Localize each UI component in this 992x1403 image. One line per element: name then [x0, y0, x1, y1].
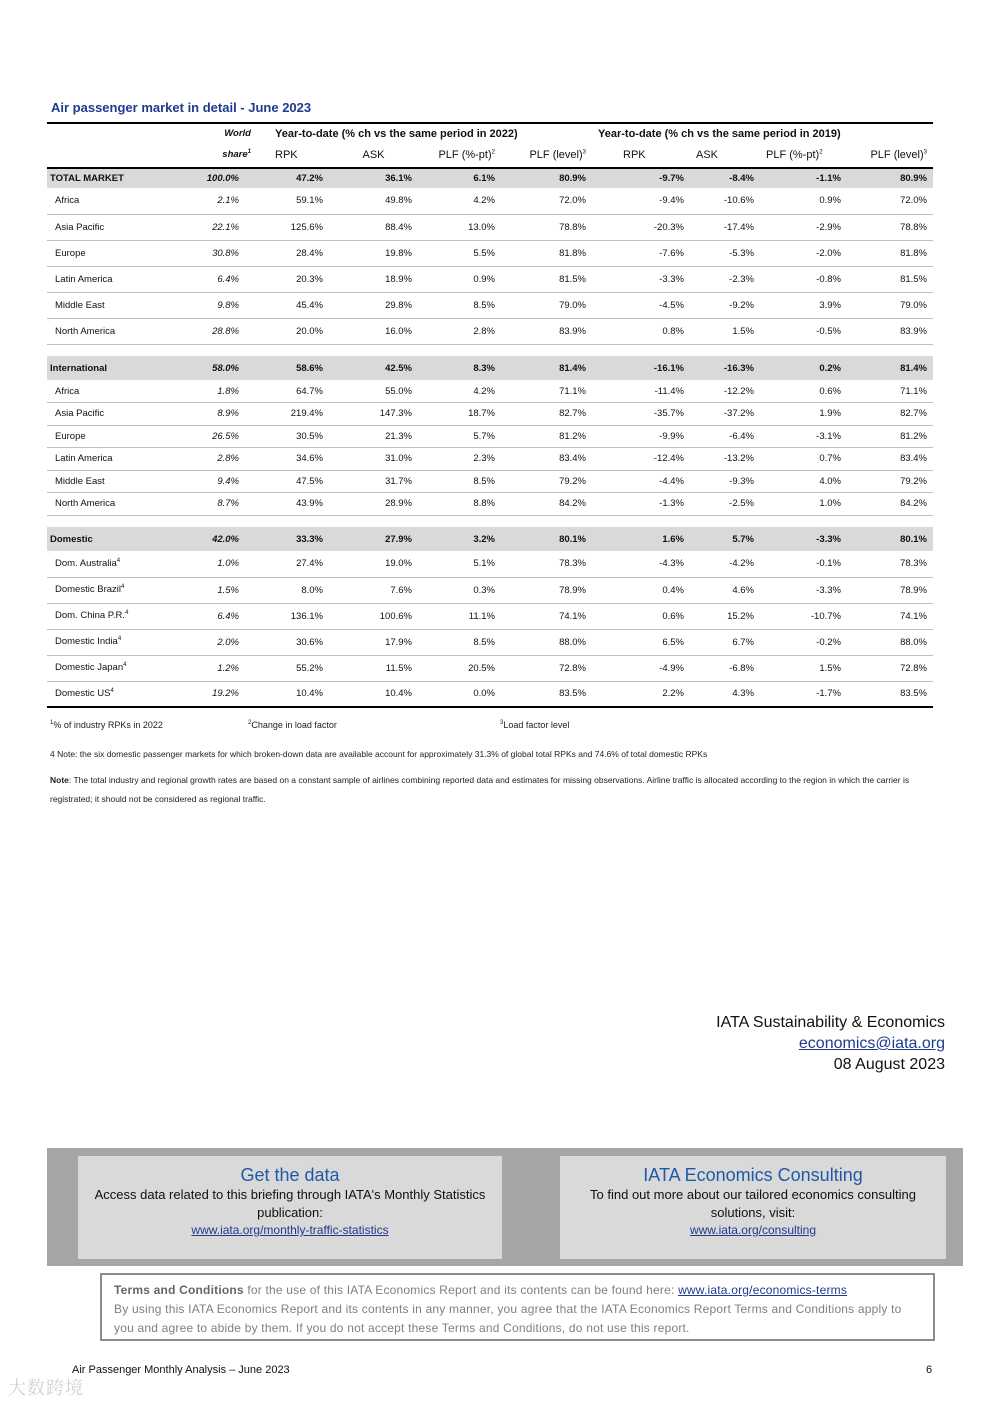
world-share: 2.0%: [165, 629, 269, 655]
region-name: Europe: [47, 240, 165, 266]
value-cell: 58.6%: [269, 356, 329, 380]
get-the-data-title: Get the data: [240, 1165, 340, 1185]
value-cell: -0.5%: [760, 318, 847, 344]
value-cell: 19.8%: [329, 240, 418, 266]
value-cell: 84.2%: [501, 493, 592, 516]
value-cell: 0.9%: [418, 266, 501, 292]
plf-pt-header-2022: PLF $(\%-pt)^2$: [418, 143, 501, 168]
value-cell: 81.8%: [501, 240, 592, 266]
header-row-2: [47, 143, 933, 168]
region-name: International: [47, 356, 165, 380]
region-name: Domestic $US^4$: [47, 681, 165, 707]
region-name: Middle East: [47, 292, 165, 318]
value-cell: -6.8%: [690, 655, 760, 681]
world-header: World: [165, 123, 269, 143]
value-cell: 0.6%: [592, 603, 690, 629]
value-cell: 18.9%: [329, 266, 418, 292]
region-name: North America: [47, 318, 165, 344]
value-cell: 80.1%: [847, 527, 933, 551]
spacer-cell: [47, 344, 933, 356]
value-cell: 0.2%: [760, 356, 847, 380]
value-cell: 83.5%: [501, 681, 592, 707]
region-name: Asia Pacific: [47, 403, 165, 426]
world-share: 22.1%: [165, 214, 269, 240]
value-cell: 1.5%: [760, 655, 847, 681]
value-cell: 4.6%: [690, 577, 760, 603]
spacer-row: [47, 344, 933, 356]
value-cell: 79.2%: [501, 470, 592, 493]
watermark-logo: 大数跨境: [8, 1378, 84, 1398]
world-share: 8.7%: [165, 493, 269, 516]
value-cell: 34.6%: [269, 448, 329, 471]
world-share: 9.8%: [165, 292, 269, 318]
world-share: 6.4%: [165, 603, 269, 629]
value-cell: 43.9%: [269, 493, 329, 516]
consulting-link[interactable]: www.iata.org/consulting: [689, 1223, 817, 1237]
spacer-row: [47, 515, 933, 527]
world-share: 1.0%: [165, 551, 269, 577]
footnote-2: $^2$Change in load factor: [248, 720, 337, 730]
value-cell: -1.1%: [760, 168, 847, 188]
region-name: Middle East: [47, 470, 165, 493]
world-share: 26.5%: [165, 425, 269, 448]
rpk-header-2022: RPK: [269, 143, 329, 168]
value-cell: 81.4%: [847, 356, 933, 380]
table-row: [47, 470, 933, 493]
value-cell: -37.2%: [690, 403, 760, 426]
value-cell: 47.5%: [269, 470, 329, 493]
rpk-header-2019: RPK: [592, 143, 690, 168]
value-cell: 2.3%: [418, 448, 501, 471]
value-cell: 88.0%: [847, 629, 933, 655]
value-cell: 5.7%: [418, 425, 501, 448]
value-cell: -2.0%: [760, 240, 847, 266]
table-row: [47, 318, 933, 344]
table-row: [47, 655, 933, 681]
value-cell: -12.4%: [592, 448, 690, 471]
value-cell: 4.2%: [418, 380, 501, 403]
value-cell: -12.2%: [690, 380, 760, 403]
value-cell: 78.9%: [501, 577, 592, 603]
value-cell: 5.5%: [418, 240, 501, 266]
world-share: 30.8%: [165, 240, 269, 266]
consulting-text: To find out more about our tailored economics consulting solutions, visit:: [590, 1187, 916, 1220]
value-cell: 79.0%: [847, 292, 933, 318]
value-cell: -16.3%: [690, 356, 760, 380]
value-cell: 72.0%: [847, 188, 933, 214]
footnote-3: $^3$Load factor level: [500, 720, 570, 730]
email-link[interactable]: economics@iata.org: [798, 1035, 945, 1052]
value-cell: 59.1%: [269, 188, 329, 214]
value-cell: -9.4%: [592, 188, 690, 214]
value-cell: -9.3%: [690, 470, 760, 493]
value-cell: 74.1%: [847, 603, 933, 629]
value-cell: -6.4%: [690, 425, 760, 448]
world-share: 1.2%: [165, 655, 269, 681]
value-cell: 0.8%: [592, 318, 690, 344]
value-cell: 4.2%: [418, 188, 501, 214]
value-cell: 31.7%: [329, 470, 418, 493]
value-cell: 28.4%: [269, 240, 329, 266]
value-cell: 15.2%: [690, 603, 760, 629]
value-cell: 0.4%: [592, 577, 690, 603]
signature-block: [716, 1012, 945, 1075]
value-cell: 21.3%: [329, 425, 418, 448]
value-cell: -0.2%: [760, 629, 847, 655]
value-cell: 80.9%: [847, 168, 933, 188]
value-cell: 0.9%: [760, 188, 847, 214]
passenger-market-table: [47, 122, 933, 708]
value-cell: 20.0%: [269, 318, 329, 344]
world-share: 8.9%: [165, 403, 269, 426]
table-row: [47, 240, 933, 266]
value-cell: 33.3%: [269, 527, 329, 551]
value-cell: 81.8%: [847, 240, 933, 266]
terms-body: By using this IATA Economics Report and its contents in any manner, you agree that the IATA Economics Report Terms and Conditions apply to you and agree to abide by them. If you do not accept these Terms and Conditions, do not use this report.: [114, 1302, 902, 1335]
value-cell: -7.6%: [592, 240, 690, 266]
value-cell: -16.1%: [592, 356, 690, 380]
value-cell: 64.7%: [269, 380, 329, 403]
share-header: share$^1$: [165, 143, 269, 168]
world-share: 1.8%: [165, 380, 269, 403]
world-share: 2.8%: [165, 448, 269, 471]
region-name: Domestic Brazil$^4$: [47, 577, 165, 603]
value-cell: 31.0%: [329, 448, 418, 471]
value-cell: 45.4%: [269, 292, 329, 318]
consulting-box: [560, 1156, 946, 1259]
value-cell: 83.4%: [847, 448, 933, 471]
value-cell: 82.7%: [847, 403, 933, 426]
table-row: [47, 188, 933, 214]
region-name: Europe: [47, 425, 165, 448]
plf-level-header-2019: PLF (level)$^3$: [847, 143, 933, 168]
region-name: Asia Pacific: [47, 214, 165, 240]
value-cell: -35.7%: [592, 403, 690, 426]
value-cell: -11.4%: [592, 380, 690, 403]
value-cell: -4.3%: [592, 551, 690, 577]
value-cell: 83.5%: [847, 681, 933, 707]
value-cell: 55.0%: [329, 380, 418, 403]
value-cell: 47.2%: [269, 168, 329, 188]
value-cell: 2.8%: [418, 318, 501, 344]
header-row-1: [47, 123, 933, 143]
value-cell: 3.2%: [418, 527, 501, 551]
table-row: [47, 577, 933, 603]
table-row: [47, 493, 933, 516]
value-cell: 29.8%: [329, 292, 418, 318]
value-cell: -8.4%: [690, 168, 760, 188]
value-cell: 7.6%: [329, 577, 418, 603]
value-cell: 83.4%: [501, 448, 592, 471]
value-cell: -4.4%: [592, 470, 690, 493]
value-cell: -20.3%: [592, 214, 690, 240]
value-cell: 8.3%: [418, 356, 501, 380]
value-cell: -9.2%: [690, 292, 760, 318]
value-cell: 13.0%: [418, 214, 501, 240]
world-share: 58.0%: [165, 356, 269, 380]
value-cell: -4.9%: [592, 655, 690, 681]
value-cell: 82.7%: [501, 403, 592, 426]
value-cell: 6.1%: [418, 168, 501, 188]
world-share: 28.8%: [165, 318, 269, 344]
methodology-note: Note: The total industry and regional growth rates are based on a constant sample of airlines combining reported data and estimates for missing observations. Airline traffic is allocated according to the region in which the carrier is registrated; it should not be considered as regional traffic.: [50, 775, 910, 804]
ask-header-2019: ASK: [690, 143, 760, 168]
get-the-data-text: Access data related to this briefing through IATA's Monthly Statistics publication:: [94, 1187, 486, 1220]
value-cell: 79.2%: [847, 470, 933, 493]
value-cell: 10.4%: [329, 681, 418, 707]
value-cell: 4.0%: [760, 470, 847, 493]
value-cell: 81.4%: [501, 356, 592, 380]
value-cell: 84.2%: [847, 493, 933, 516]
value-cell: 219.4%: [269, 403, 329, 426]
value-cell: -4.2%: [690, 551, 760, 577]
value-cell: -4.5%: [592, 292, 690, 318]
value-cell: 88.4%: [329, 214, 418, 240]
domestic-row: [47, 527, 933, 551]
value-cell: 5.7%: [690, 527, 760, 551]
promo-banner: [47, 1148, 963, 1266]
value-cell: 0.7%: [760, 448, 847, 471]
table-row: [47, 425, 933, 448]
total-market-row: [47, 168, 933, 188]
value-cell: 136.1%: [269, 603, 329, 629]
table-row: [47, 629, 933, 655]
value-cell: 125.6%: [269, 214, 329, 240]
value-cell: 27.9%: [329, 527, 418, 551]
region-name: North America: [47, 493, 165, 516]
value-cell: 100.6%: [329, 603, 418, 629]
value-cell: 10.4%: [269, 681, 329, 707]
region-name: Domestic Japan$^4$: [47, 655, 165, 681]
value-cell: 78.3%: [501, 551, 592, 577]
table-row: [47, 603, 933, 629]
world-share: 100.0%: [165, 168, 269, 188]
value-cell: 80.9%: [501, 168, 592, 188]
value-cell: 0.0%: [418, 681, 501, 707]
value-cell: 1.9%: [760, 403, 847, 426]
value-cell: 83.9%: [847, 318, 933, 344]
footnotes: [50, 720, 930, 734]
value-cell: -3.3%: [760, 577, 847, 603]
region-name: Latin America: [47, 266, 165, 292]
value-cell: 88.0%: [501, 629, 592, 655]
value-cell: 80.1%: [501, 527, 592, 551]
consulting-title: IATA Economics Consulting: [643, 1165, 863, 1185]
value-cell: -17.4%: [690, 214, 760, 240]
report-title: Air passenger market in detail - June 2023: [51, 100, 312, 115]
footnote-1: $^1$% of industry RPKs in 2022: [50, 720, 163, 730]
region-name: Latin America: [47, 448, 165, 471]
spacer-cell: [47, 515, 933, 527]
value-cell: -3.1%: [760, 425, 847, 448]
region-name: TOTAL MARKET: [47, 168, 165, 188]
value-cell: 5.1%: [418, 551, 501, 577]
value-cell: 74.1%: [501, 603, 592, 629]
table-row: [47, 551, 933, 577]
value-cell: 8.5%: [418, 629, 501, 655]
international-row: [47, 356, 933, 380]
value-cell: 78.8%: [501, 214, 592, 240]
value-cell: 78.9%: [847, 577, 933, 603]
table-row: [47, 266, 933, 292]
value-cell: 18.7%: [418, 403, 501, 426]
monthly-stats-link[interactable]: www.iata.org/monthly-traffic-statistics: [191, 1223, 389, 1237]
value-cell: 2.2%: [592, 681, 690, 707]
value-cell: -13.2%: [690, 448, 760, 471]
value-cell: -0.1%: [760, 551, 847, 577]
value-cell: 36.1%: [329, 168, 418, 188]
value-cell: 8.5%: [418, 470, 501, 493]
world-share: 6.4%: [165, 266, 269, 292]
value-cell: 81.5%: [501, 266, 592, 292]
get-the-data-box: [78, 1156, 502, 1259]
value-cell: -2.9%: [760, 214, 847, 240]
value-cell: 16.0%: [329, 318, 418, 344]
world-share: 2.1%: [165, 188, 269, 214]
value-cell: 71.1%: [501, 380, 592, 403]
value-cell: 0.6%: [760, 380, 847, 403]
value-cell: 6.7%: [690, 629, 760, 655]
table-row: [47, 292, 933, 318]
org-name: IATA Sustainability & Economics: [716, 1014, 945, 1031]
value-cell: 8.0%: [269, 577, 329, 603]
value-cell: 30.6%: [269, 629, 329, 655]
footer-title: Air Passenger Monthly Analysis – June 2023: [72, 1364, 290, 1376]
world-share: 1.5%: [165, 577, 269, 603]
value-cell: -3.3%: [760, 527, 847, 551]
value-cell: 17.9%: [329, 629, 418, 655]
world-share: 42.0%: [165, 527, 269, 551]
world-share: 9.4%: [165, 470, 269, 493]
region-name: Africa: [47, 188, 165, 214]
value-cell: 1.6%: [592, 527, 690, 551]
plf-level-header-2022: PLF (level)$^3$: [501, 143, 592, 168]
terms-link[interactable]: www.iata.org/economics-terms: [678, 1283, 848, 1297]
value-cell: 30.5%: [269, 425, 329, 448]
value-cell: 79.0%: [501, 292, 592, 318]
value-cell: -9.9%: [592, 425, 690, 448]
value-cell: 71.1%: [847, 380, 933, 403]
value-cell: 83.9%: [501, 318, 592, 344]
report-date: 08 August 2023: [833, 1056, 945, 1073]
region-name: Africa: [47, 380, 165, 403]
value-cell: 20.3%: [269, 266, 329, 292]
value-cell: 20.5%: [418, 655, 501, 681]
world-share: 19.2%: [165, 681, 269, 707]
terms-title: Terms and Conditions: [114, 1283, 244, 1297]
value-cell: 19.0%: [329, 551, 418, 577]
ytd-2019-header: Year-to-date (% ch vs the same period in 2019): [592, 123, 933, 143]
value-cell: 78.3%: [847, 551, 933, 577]
value-cell: 8.5%: [418, 292, 501, 318]
value-cell: 1.5%: [690, 318, 760, 344]
value-cell: 6.5%: [592, 629, 690, 655]
value-cell: 4.3%: [690, 681, 760, 707]
table-row: [47, 380, 933, 403]
value-cell: 42.5%: [329, 356, 418, 380]
value-cell: -10.7%: [760, 603, 847, 629]
value-cell: -2.3%: [690, 266, 760, 292]
region-name: Dom. China P.R.$^4$: [47, 603, 165, 629]
value-cell: 11.5%: [329, 655, 418, 681]
value-cell: -9.7%: [592, 168, 690, 188]
value-cell: 72.8%: [501, 655, 592, 681]
value-cell: -0.8%: [760, 266, 847, 292]
note-4: 4 Note: the six domestic passenger markets for which broken-down data are available account for approximately 31.3% of global total RPKs and 74.6% of total domestic RPKs: [50, 749, 708, 759]
value-cell: -5.3%: [690, 240, 760, 266]
value-cell: 8.8%: [418, 493, 501, 516]
value-cell: 1.0%: [760, 493, 847, 516]
value-cell: 78.8%: [847, 214, 933, 240]
value-cell: 81.5%: [847, 266, 933, 292]
value-cell: 81.2%: [501, 425, 592, 448]
value-cell: 81.2%: [847, 425, 933, 448]
value-cell: 11.1%: [418, 603, 501, 629]
table-row: [47, 214, 933, 240]
ytd-2022-header: Year-to-date (% ch vs the same period in 2022): [269, 123, 592, 143]
value-cell: 0.3%: [418, 577, 501, 603]
value-cell: 55.2%: [269, 655, 329, 681]
value-cell: 147.3%: [329, 403, 418, 426]
value-cell: -2.5%: [690, 493, 760, 516]
page-number: 6: [926, 1364, 933, 1376]
value-cell: -3.3%: [592, 266, 690, 292]
table-row: [47, 403, 933, 426]
region-name: Dom. Australia$^4$: [47, 551, 165, 577]
value-cell: -1.7%: [760, 681, 847, 707]
terms-box: Terms and Conditions for the use of this IATA Economics Report and its contents can be found here: www.iata.org/economics-terms By using this IATA Economics Report and its contents in any manner, you agree that the IATA Economics Report Terms and Conditions apply to you and agree to abide by them. If you do not accept these Terms and Conditions, do not use this report.: [100, 1273, 935, 1341]
table-row: [47, 448, 933, 471]
plf-pt-header-2019: PLF $(\%-pt)^2$: [760, 143, 847, 168]
value-cell: 49.8%: [329, 188, 418, 214]
value-cell: 28.9%: [329, 493, 418, 516]
value-cell: -10.6%: [690, 188, 760, 214]
value-cell: 27.4%: [269, 551, 329, 577]
value-cell: 3.9%: [760, 292, 847, 318]
table-row: [47, 681, 933, 707]
region-name: Domestic India$^4$: [47, 629, 165, 655]
value-cell: 72.8%: [847, 655, 933, 681]
value-cell: -1.3%: [592, 493, 690, 516]
region-name: Domestic: [47, 527, 165, 551]
ask-header-2022: ASK: [329, 143, 418, 168]
value-cell: 72.0%: [501, 188, 592, 214]
